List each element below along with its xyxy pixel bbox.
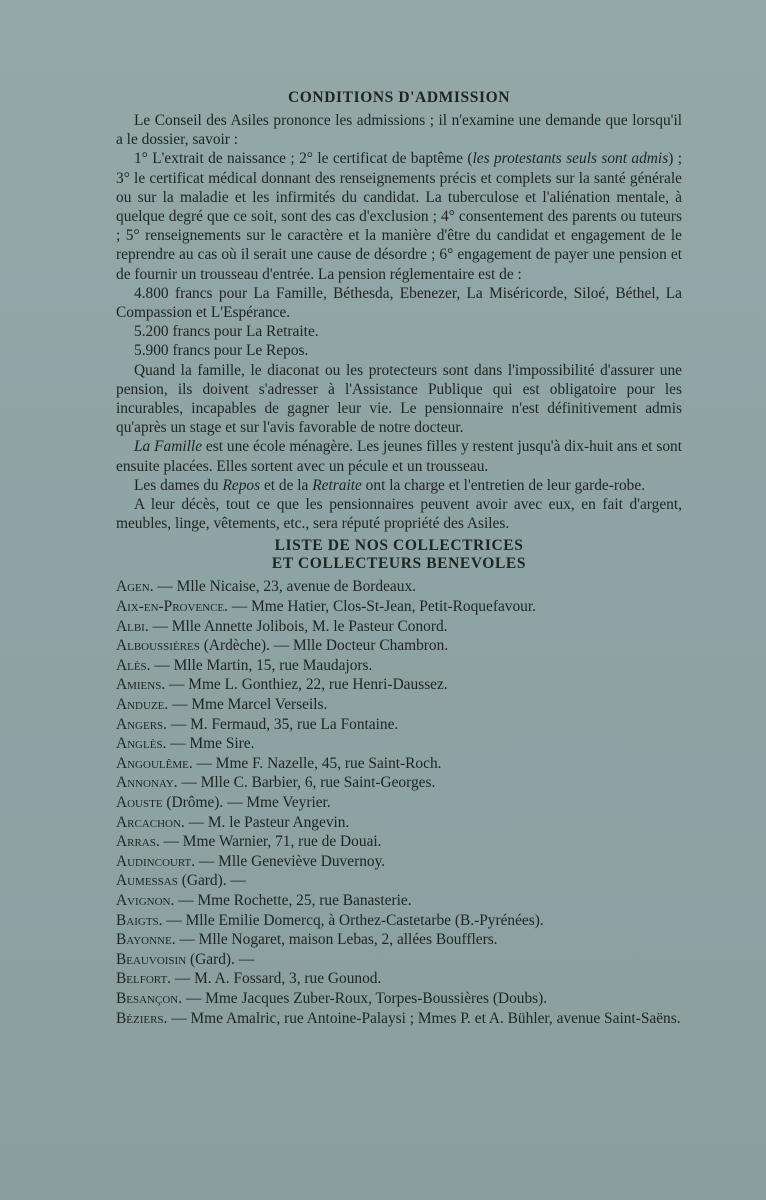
entry-text: — Mme Amalric, rue Antoine-Palaysi ; Mmes P. et A. Bühler, avenue Saint-Saëns. [167, 1009, 681, 1027]
entry-text: — Mlle Nicaise, 23, avenue de Bordeaux. [153, 578, 416, 596]
list-item [116, 754, 682, 774]
entry-place: Audincourt. [116, 852, 196, 870]
entry-text: — Mlle Nogaret, maison Lebas, 2, allées Boufflers. [175, 931, 498, 949]
entry-text: — Mme Warnier, 71, rue de Douai. [159, 833, 382, 851]
paragraph-garde-robe [116, 476, 682, 495]
entry-place: Arras. [116, 833, 160, 851]
list-item [116, 617, 682, 637]
garde-robe-text-b: et de la [260, 476, 313, 494]
entry-text: — M. A. Fossard, 3, rue Gounod. [171, 970, 382, 988]
paragraph-pension-4800: 4.800 francs pour La Famille, Béthesda, Ebenezer, La Miséricorde, Siloé, Béthel, La Compassion et L'Espérance. [116, 284, 682, 322]
documents-text-b: ) ; 3° le certificat médical donnant des renseignements précis et complets sur la santé générale ou sur la maladie et les infirmités du candidat. La tuberculose et l'aliénation mentale, à quelque degré que ce soit, sont des cas d'exclusion ; 4° consentement des parents ou tuteurs ; 5° renseignements sur le caractère et la manière d'être du candidat et engagement de le reprendre au cas où il serait une cause de désordre ; 6° engagement de payer une pension et de fournir un trousseau d'entrée. La pension réglementaire est de : [116, 150, 682, 283]
text-column [116, 88, 682, 1028]
entry-text: — M. Fermaud, 35, rue La Fontaine. [167, 715, 399, 733]
entry-place: Agen. [116, 578, 154, 596]
entry-text: (Drôme). — Mme Veyrier. [162, 794, 331, 811]
paragraph-documents [116, 149, 682, 283]
list-item [116, 871, 682, 891]
entry-place: Aix-en-Provence. [116, 598, 228, 616]
list-item [116, 911, 682, 931]
entry-place: Alès. [116, 656, 151, 674]
entry-place: Arcachon. [116, 813, 185, 831]
famille-text: est une école ménagère. Les jeunes filles y restent jusqu'à dix-huit ans et sont ensuite placées. Elles sortent avec un pécule et un trousseau. [116, 438, 682, 475]
repos-italic: Repos [222, 476, 261, 494]
list-item [116, 832, 682, 852]
entry-place: Angers. [116, 715, 168, 733]
list-item [116, 813, 682, 833]
entry-place: Béziers. [116, 1009, 168, 1027]
entry-text: — Mlle Emilie Domercq, à Orthez-Castetarbe (B.-Pyrénées). [162, 911, 544, 929]
list-item [116, 1009, 682, 1029]
list-item [116, 793, 682, 813]
entry-text: (Ardèche). — Mlle Docteur Chambron. [199, 637, 449, 655]
conditions-heading: CONDITIONS D'ADMISSION [287, 89, 511, 106]
retraite-italic: Retraite [312, 476, 362, 494]
entry-text: — Mme Sire. [166, 735, 255, 753]
entry-text: — Mme F. Nazelle, 45, rue Saint-Roch. [192, 754, 442, 772]
garde-robe-text-c: ont la charge et l'entretien de leur garde-robe. [361, 476, 646, 494]
paragraph-pension-5200: 5.200 francs pour La Retraite. [134, 323, 319, 341]
entry-place: Angoulême. [116, 754, 193, 772]
entry-place: Anduze. [116, 696, 169, 714]
entry-place: Aumessas [116, 872, 178, 890]
entry-text: (Gard). — [177, 872, 246, 890]
entry-text: (Gard). — [186, 950, 255, 968]
list-item [116, 950, 682, 970]
list-item [116, 989, 682, 1009]
paragraph-intro: Le Conseil des Asiles prononce les admissions ; il n'examine une demande que lorsqu'il a le dossier, savoir : [116, 112, 682, 149]
entry-place: Belfort. [116, 970, 172, 988]
entry-place: Baigts. [116, 911, 163, 929]
liste-heading-line-1: LISTE DE NOS COLLECTRICES [274, 537, 524, 555]
entry-text: — Mme Hatier, Clos-St-Jean, Petit-Roquefavour. [228, 598, 536, 616]
famille-italic: La Famille [134, 438, 203, 456]
entry-text: — Mme L. Gonthiez, 22, rue Henri-Daussez. [165, 676, 448, 694]
paragraph-famille [116, 437, 682, 475]
entry-text: — Mme Marcel Verseils. [168, 696, 328, 714]
entry-text: — Mlle C. Barbier, 6, rue Saint-Georges. [177, 774, 436, 792]
garde-robe-text-a: Les dames du [134, 476, 223, 494]
list-item [116, 636, 682, 656]
list-item [116, 773, 682, 793]
list-item [116, 675, 682, 695]
collector-list [116, 577, 682, 1028]
entry-text: — Mlle Annette Jolibois, M. le Pasteur Conord. [148, 617, 448, 635]
list-item [116, 577, 682, 597]
entry-place: Aouste [116, 794, 163, 811]
entry-text: — Mlle Geneviève Duvernoy. [195, 852, 386, 870]
list-item [116, 734, 682, 754]
list-item [116, 597, 682, 617]
documents-text-a: 1° L'extrait de naissance ; 2° le certificat de baptême ( [134, 150, 473, 168]
list-item [116, 656, 682, 676]
entry-text: — M. le Pasteur Angevin. [184, 813, 350, 831]
list-item [116, 969, 682, 989]
documents-italic: les protestants seuls sont admis [472, 150, 669, 168]
paragraph-deces: A leur décès, tout ce que les pensionnaires peuvent avoir avec eux, en fait d'argent, meubles, linge, vêtements, etc., sera réputé propriété des Asiles. [116, 496, 682, 533]
liste-heading-line-2: ET COLLECTEURS BENEVOLES [271, 555, 527, 573]
liste-heading [116, 537, 682, 573]
list-item [116, 852, 682, 872]
entry-place: Annonay. [116, 774, 178, 792]
entry-text: — Mme Rochette, 25, rue Banasterie. [174, 891, 412, 909]
list-item [116, 930, 682, 950]
entry-place: Albi. [116, 617, 149, 635]
list-item [116, 891, 682, 911]
paragraph-pension-5900: 5.900 francs pour Le Repos. [134, 342, 309, 360]
entry-place: Alboussières [116, 637, 200, 655]
entry-place: Besançon. [116, 989, 183, 1007]
list-item [116, 715, 682, 735]
entry-place: Bayonne. [116, 931, 176, 949]
entry-text: — Mme Jacques Zuber-Roux, Torpes-Boussières (Doubs). [182, 989, 548, 1007]
entry-place: Anglès. [116, 735, 167, 753]
entry-place: Beauvoisin [116, 950, 187, 968]
paragraph-assistance: Quand la famille, le diaconat ou les protecteurs sont dans l'impossibilité d'assurer une pension, ils doivent s'adresser à l'Assistance Publique qui est obligatoire pour les incurables, incapables de gagner leur vie. Le pensionnaire n'est définitivement admis qu'après un stage et sur l'avis favorable de notre docteur. [116, 361, 682, 437]
entry-place: Amiens. [116, 676, 166, 694]
entry-text: — Mlle Martin, 15, rue Maudajors. [150, 656, 373, 674]
list-item [116, 695, 682, 715]
entry-place: Avignon. [116, 891, 175, 909]
